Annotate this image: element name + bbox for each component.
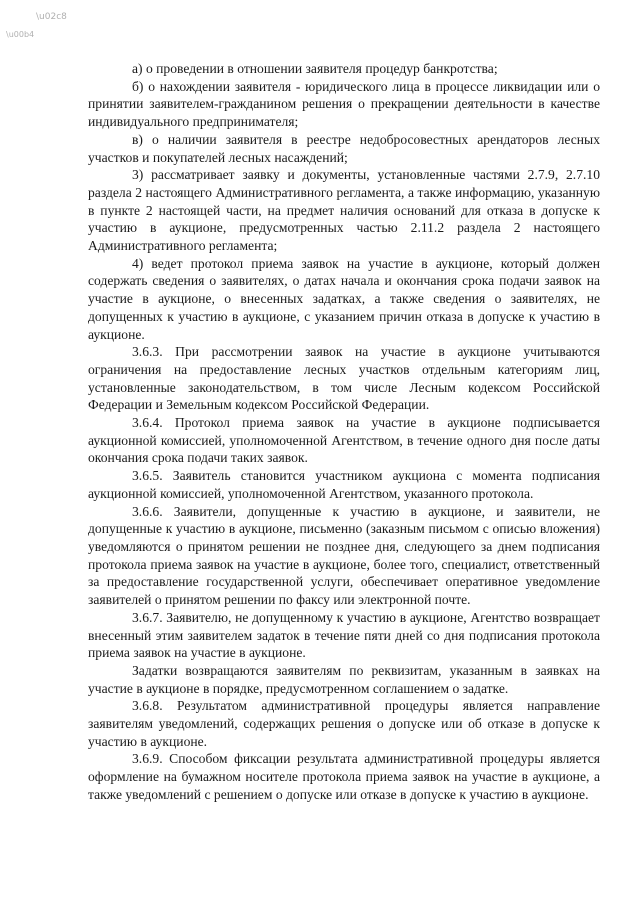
paragraph: в) о наличии заявителя в реестре недобросовестных арендаторов лесных участков и покупателей лесных насаждений; <box>88 131 600 165</box>
scan-mark: \u02c8 <box>36 12 67 22</box>
paragraph: а) о проведении в отношении заявителя процедур банкротства; <box>132 61 498 76</box>
paragraph: 3.6.4. Протокол приема заявок на участие в аукционе подписывается аукционной комиссией, уполномоченной Агентством, в течение одного дня после даты окончания срока подачи таких заявок. <box>88 415 600 466</box>
paragraph: 3.6.9. Способом фиксации результата административной процедуры является оформление на бумажном носителе протокола приема заявок на участие в аукционе, а также уведомлений с решением о допуске или отказе в допуске к участию в аукционе. <box>88 751 600 802</box>
paragraph: б) о нахождении заявителя - юридического лица в процессе ликвидации или о принятии заявителем-гражданином решения о прекращении деятельности в качестве индивидуального предпринимателя; <box>88 78 600 130</box>
paragraph: 3.6.3. При рассмотрении заявок на участие в аукционе учитываются ограничения на предоставление лесных участков отдельным категориям лиц, установленные законодательством, в том числе Лесным кодексом Российской Федерации и Земельным кодексом Российской Федерации. <box>88 344 600 413</box>
paragraph: 3.6.7. Заявителю, не допущенному к участию в аукционе, Агентство возвращает внесенный этим заявителем задаток в течение пяти дней со дня подписания протокола приема заявок на участие в аукционе. <box>88 609 600 661</box>
paragraph: 3.6.8. Результатом административной процедуры является направление заявителям уведомлений, содержащих решения о допуске или об отказе в допуске к участию в аукционе. <box>88 698 600 749</box>
scan-mark: \u00b4 <box>6 30 35 39</box>
paragraph: 3.6.5. Заявитель становится участником аукциона с момента подписания аукционной комиссией, уполномоченной Агентством, указанного протокола. <box>88 468 600 501</box>
document-page <box>88 60 600 804</box>
paragraph: 3) рассматривает заявку и документы, установленные частями 2.7.9, 2.7.10 раздела 2 настоящего Административного регламента, а также информацию, указанную в пункте 2 настоящей части, на предмет наличия оснований для отказа в допуске к участию в аукционе, предусмотренных частью 2.11.2 раздела 2 настоящего Административного регламента; <box>88 167 600 254</box>
paragraph: 4) ведет протокол приема заявок на участие в аукционе, который должен содержать сведения о заявителях, о датах начала и окончания срока подачи заявок на участие в аукционе, о внесенных задатках, а также сведения о заявителях, не допущенных к участию в аукционе, с указанием причин отказа в допуске к участию в аукционе. <box>88 255 600 342</box>
paragraph: Задатки возвращаются заявителям по реквизитам, указанным в заявках на участие в аукционе в порядке, предусмотренном соглашением о задатке. <box>88 662 600 696</box>
paragraph: 3.6.6. Заявители, допущенные к участию в аукционе, и заявители, не допущенные к участию в аукционе, письменно (заказным письмом с описью вложения) уведомляются о принятом решении не позднее дня, следующего за днем подписания протокола приема заявок на участие в аукционе, более того, специалист, ответственный за предоставление государственной услуги, обеспечивает оперативное уведомление заявителей о принятом решении по факсу или электронной почте. <box>88 503 600 608</box>
